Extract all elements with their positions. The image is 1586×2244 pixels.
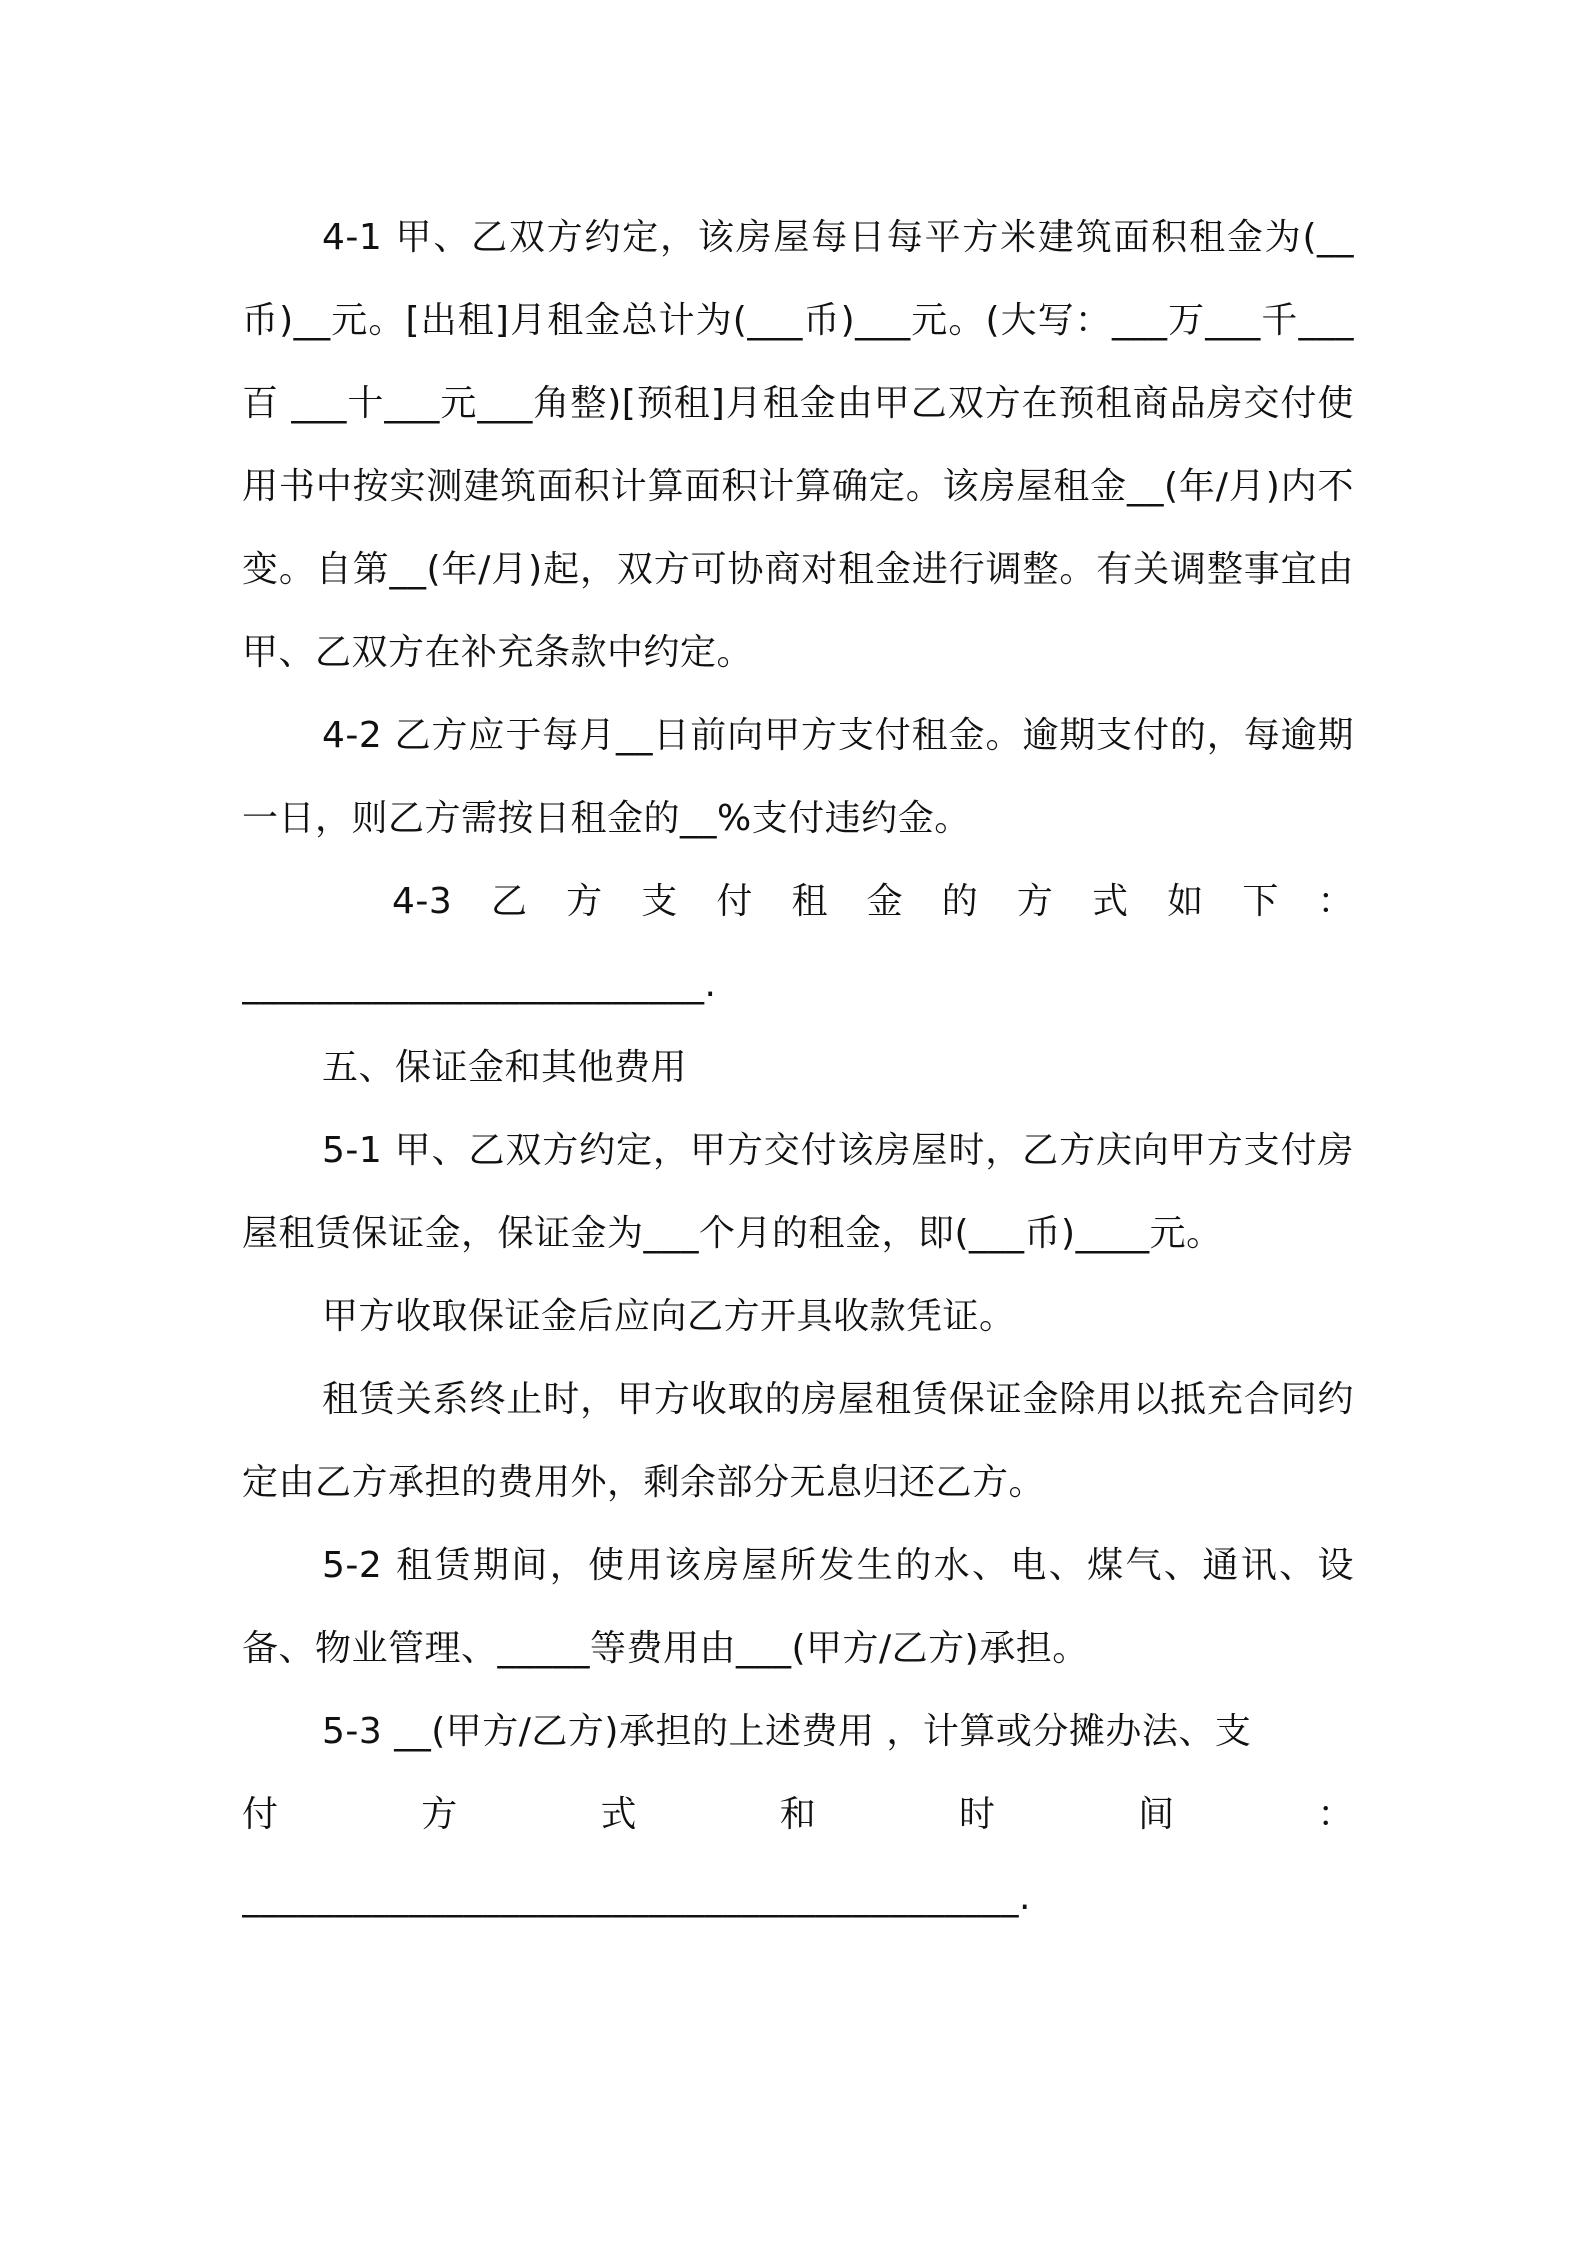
clause-4-3-char: ： <box>1317 881 1354 922</box>
clause-4-3-char: 乙 <box>490 881 528 922</box>
clause-5-3-char: ： <box>1317 1794 1354 1835</box>
clause-4-3-char: 金 <box>866 881 904 922</box>
clause-5-3-char: 付 <box>242 1794 279 1835</box>
clause-5-3-char: 方 <box>421 1794 458 1835</box>
clause-4-3-char: 方 <box>566 881 603 922</box>
clause-4-3-char: 方 <box>1016 881 1054 922</box>
clause-4-3-char: 如 <box>1167 881 1204 922</box>
clause-4-1: 4-1 甲、乙双方约定，该房屋每日每平方米建筑面积租金为(__币)__元。[出租]月租金总计为(___币)___元。(大写：___万___千___百 ___十___元___角整)[预租]月租金由甲乙双方在预租商品房交付使用书中按实测建筑面积计算面积计算确定。该房屋租金__(年/月)内不变。自第__(年/月)起，双方可协商对租金进行调整。有关调整事宜由甲、乙双方在补充条款中约定。 <box>242 217 1354 673</box>
clause-5-3: 5-3 __(甲方/乙方)承担的上述费用 ，计算或分摊办法、支 <box>322 1711 1252 1752</box>
clause-4-3-char: 租 <box>791 881 829 922</box>
clause-5-3-char: 和 <box>779 1794 817 1835</box>
clause-4-3-blank: _________________________. <box>242 964 717 1005</box>
clause-4-3-char: 付 <box>716 881 753 922</box>
clause-5-3-char: 时 <box>958 1794 996 1835</box>
section-5-heading: 五、保证金和其他费用 <box>322 1047 688 1088</box>
clause-5-2: 5-2 租赁期间，使用该房屋所发生的水、电、煤气、通讯、设备、物业管理、_____等费用由___(甲方/乙方)承担。 <box>242 1545 1354 1669</box>
clause-4-3-char: 式 <box>1092 881 1129 922</box>
clause-4-3-char: 支 <box>641 881 678 922</box>
clause-4-3-char: 4-3 <box>392 881 453 922</box>
clause-5-3-char: 式 <box>600 1794 637 1835</box>
clause-5-3-blank: __________________________________________. <box>242 1877 1031 1918</box>
clause-5-3-spread <box>242 1773 1354 1856</box>
clause-4-2: 4-2 乙方应于每月__日前向甲方支付租金。逾期支付的，每逾期一日，则乙方需按日租金的__%支付违约金。 <box>242 715 1354 839</box>
clause-4-3-char: 下 <box>1242 881 1279 922</box>
clause-5-1: 5-1 甲、乙双方约定，甲方交付该房屋时，乙方庆向甲方支付房屋租赁保证金，保证金为___个月的租金，即(___币)____元。 <box>242 1130 1354 1254</box>
clause-5-1-refund: 租赁关系终止时，甲方收取的房屋租赁保证金除用以抵充合同约定由乙方承担的费用外，剩余部分无息归还乙方。 <box>242 1379 1354 1503</box>
clause-4-3-char: 的 <box>941 881 979 922</box>
clause-5-3-char: 间 <box>1138 1794 1175 1835</box>
clause-5-1-receipt: 甲方收取保证金后应向乙方开具收款凭证。 <box>322 1296 1016 1337</box>
clause-4-3 <box>242 860 1354 943</box>
document-body <box>242 196 1354 1939</box>
